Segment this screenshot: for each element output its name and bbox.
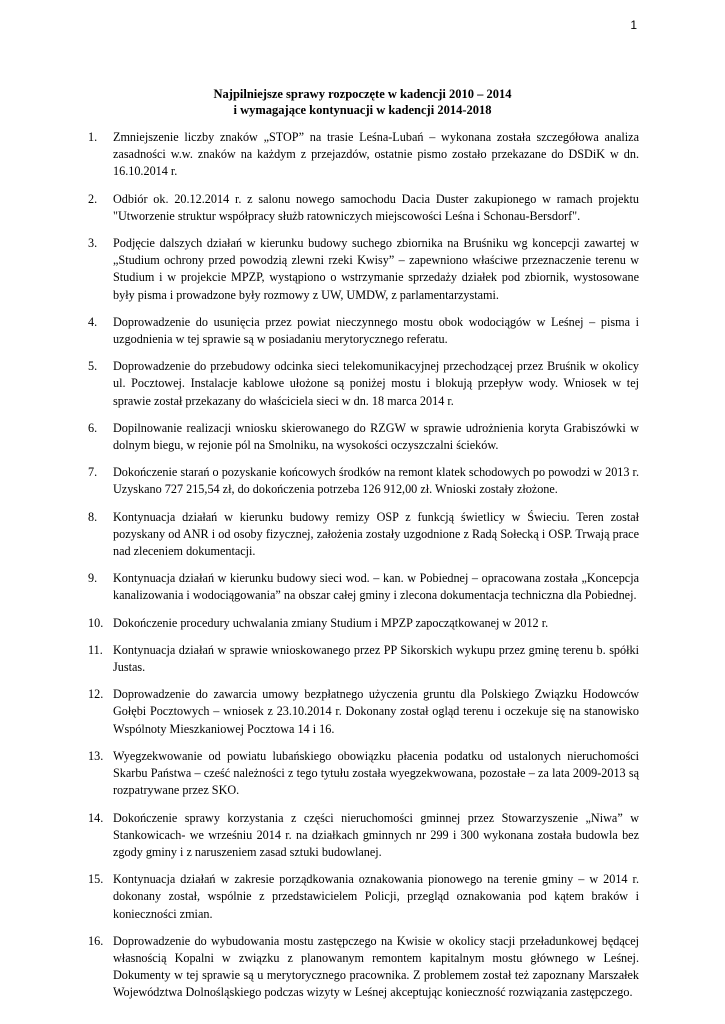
item-number: 8. [88,509,98,524]
item-number: 6. [88,420,98,435]
item-text: Dopilnowanie realizacji wniosku skierowanego do RZGW w sprawie udrożnienia koryta Grabiszówki w dolnym biegu, w rejonie pól na Smolniku, na wysokości oczyszczalni ścieków. [113,420,639,453]
list-item [88,129,639,181]
item-text: Doprowadzenie do przebudowy odcinka sieci telekomunikacyjnej przechodzącej przez Bruśnik w okolicy ul. Pocztowej. Instalacje kablowe ułożone są poniżej mostu i blokują przepływ wody. Wniosek w tej sprawie został przekazany do właściciela sieci w dn. 18 marca 2014 r. [113,359,639,408]
list-item [88,748,639,800]
item-number: 1. [88,130,98,144]
title-line-1: Najpilniejsze sprawy rozpoczęte w kadencji 2010 – 2014 [213,87,512,101]
item-number: 4. [88,314,98,329]
item-text: Doprowadzenie do zawarcia umowy bezpłatnego użyczenia gruntu dla Polskiego Związku Hodowców Gołębi Pocztowych – wniosek z 23.10.2014 r. Dokonany został ogląd terenu i oczekuje się na stanowisko Wspólnoty Mieszkaniowej Pocztowa 14 i 16. [113,687,639,736]
item-text: Podjęcie dalszych działań w kierunku budowy suchego zbiornika na Bruśniku wg koncepcji zawartej w „Studium ochrony przed powodzią zlewni rzeki Kwisy” – zapewniono właściwe przeznaczenie terenu w Studium i w projekcie MPZP, wystąpiono o wstrzymanie sprzedaży działek pod zbiornik, wystosowane były pisma i prowadzone były rozmowy z UW, UMDW, z parlamentarzystami. [113,236,639,302]
item-text: Odbiór ok. 20.12.2014 r. z salonu nowego samochodu Dacia Duster zakupionego w ramach projektu "Utworzenie struktur współpracy służb ratowniczych miejscowości Leśna i Schonau-Bersdorf". [113,191,639,223]
item-number: 9. [88,571,98,586]
list-item [88,686,639,738]
item-text: Kontynuacja działań w sprawie wnioskowanego przez PP Sikorskich wykupu przez gminę terenu b. spółki Justas. [113,642,639,675]
item-number: 14. [88,810,104,825]
item-number: 10. [88,615,104,630]
item-number: 15. [88,872,104,887]
list-item [88,314,639,348]
item-text: Kontynuacja działań w zakresie porządkowania oznakowania pionowego na terenie gminy – w 2014 r. dokonany został, wspólnie z przedstawicielem Policji, przegląd oznakowania pod kątem braków i konieczności zmian. [113,872,639,921]
item-number: 3. [88,236,98,251]
item-text: Doprowadzenie do usunięcia przez powiat nieczynnego mostu obok wodociągów w Leśnej – pisma i uzgodnienia w tej sprawie są w posiadaniu merytorycznego referatu. [113,314,639,347]
list-item [88,191,639,225]
document-title [0,86,725,118]
item-number: 16. [88,933,104,948]
list-item [88,235,639,304]
list-item [88,615,639,632]
title-line-2: i wymagające kontynuacji w kadencji 2014-2018 [233,103,492,117]
list-item [88,358,639,410]
task-list [88,129,639,1012]
item-text: Wyegzekwowanie od powiatu lubańskiego obowiązku płacenia podatku od ustalonych nieruchomości Skarbu Państwa – cześć należności z tego tytułu została wyegzekwowana, pozostałe – za lata 2009-2013 są rozpatrywane przez SKO. [113,748,639,798]
list-item [88,642,639,676]
item-text: Doprowadzenie do wybudowania mostu zastępczego na Kwisie w okolicy stacji przeładunkowej będącej własnością Kopalni w związku z planowanym remontem kapitalnym mostu głównego w Leśnej. Dokumenty w tej sprawie są u merytorycznego pracownika. Z problemem został też zapoznany Marszałek Województwa Dolnośląskiego podczas wizyty w Leśnej akceptując konieczność rozwiązania zastępczego. [113,933,639,1000]
list-item [88,570,639,604]
item-text: Dokończenie starań o pozyskanie końcowych środków na remont klatek schodowych po powodzi w 2013 r. Uzyskano 727 215,54 zł, do dokończenia potrzeba 126 912,00 zł. Wnioski zostały złożone. [113,465,639,497]
item-text: Dokończenie procedury uchwalania zmiany Studium i MPZP zapoczątkowanej w 2012 r. [113,615,549,630]
item-number: 2. [88,191,98,206]
list-item [88,871,639,923]
item-text: Kontynuacja działań w kierunku budowy remizy OSP z funkcją świetlicy w Świeciu. Teren został pozyskany od ANR i od osoby fizycznej, założenia zostały uzgodnione z Radą Sołecką i OSP. Trwają prace nad zleceniem dokumentacji. [113,509,639,559]
item-number: 11. [88,642,103,657]
item-text: Zmniejszenie liczby znaków „STOP” na trasie Leśna-Lubań – wykonana została szczegółowa analiza zasadności w.w. znaków na każdym z przejazdów, ostatnie pismo zostało przekazane do DSDiK w dn. 16.10.2014 r. [113,130,639,179]
list-item [88,509,639,561]
item-number: 12. [88,687,104,702]
list-item [88,464,639,498]
item-number: 13. [88,748,104,763]
item-text: Kontynuacja działań w kierunku budowy sieci wod. – kan. w Pobiednej – opracowana została „Koncepcja kanalizowania i wodociągowania” na obszar całej gminy i zlecona dokumentacja techniczna dla Pobiednej. [113,571,639,603]
list-item [88,420,639,454]
list-item [88,810,639,862]
page-number: 1 [630,18,637,32]
item-text: Dokończenie sprawy korzystania z części nieruchomości gminnej przez Stowarzyszenie „Niwa” w Stankowicach- we wrześniu 2014 r. na działkach gminnych nr 299 i 300 wykonana została budowla bez zgody gminy i z naruszeniem zasad sztuki budowlanej. [113,810,639,859]
item-number: 5. [88,359,98,374]
list-item [88,933,639,1002]
item-number: 7. [88,465,98,480]
